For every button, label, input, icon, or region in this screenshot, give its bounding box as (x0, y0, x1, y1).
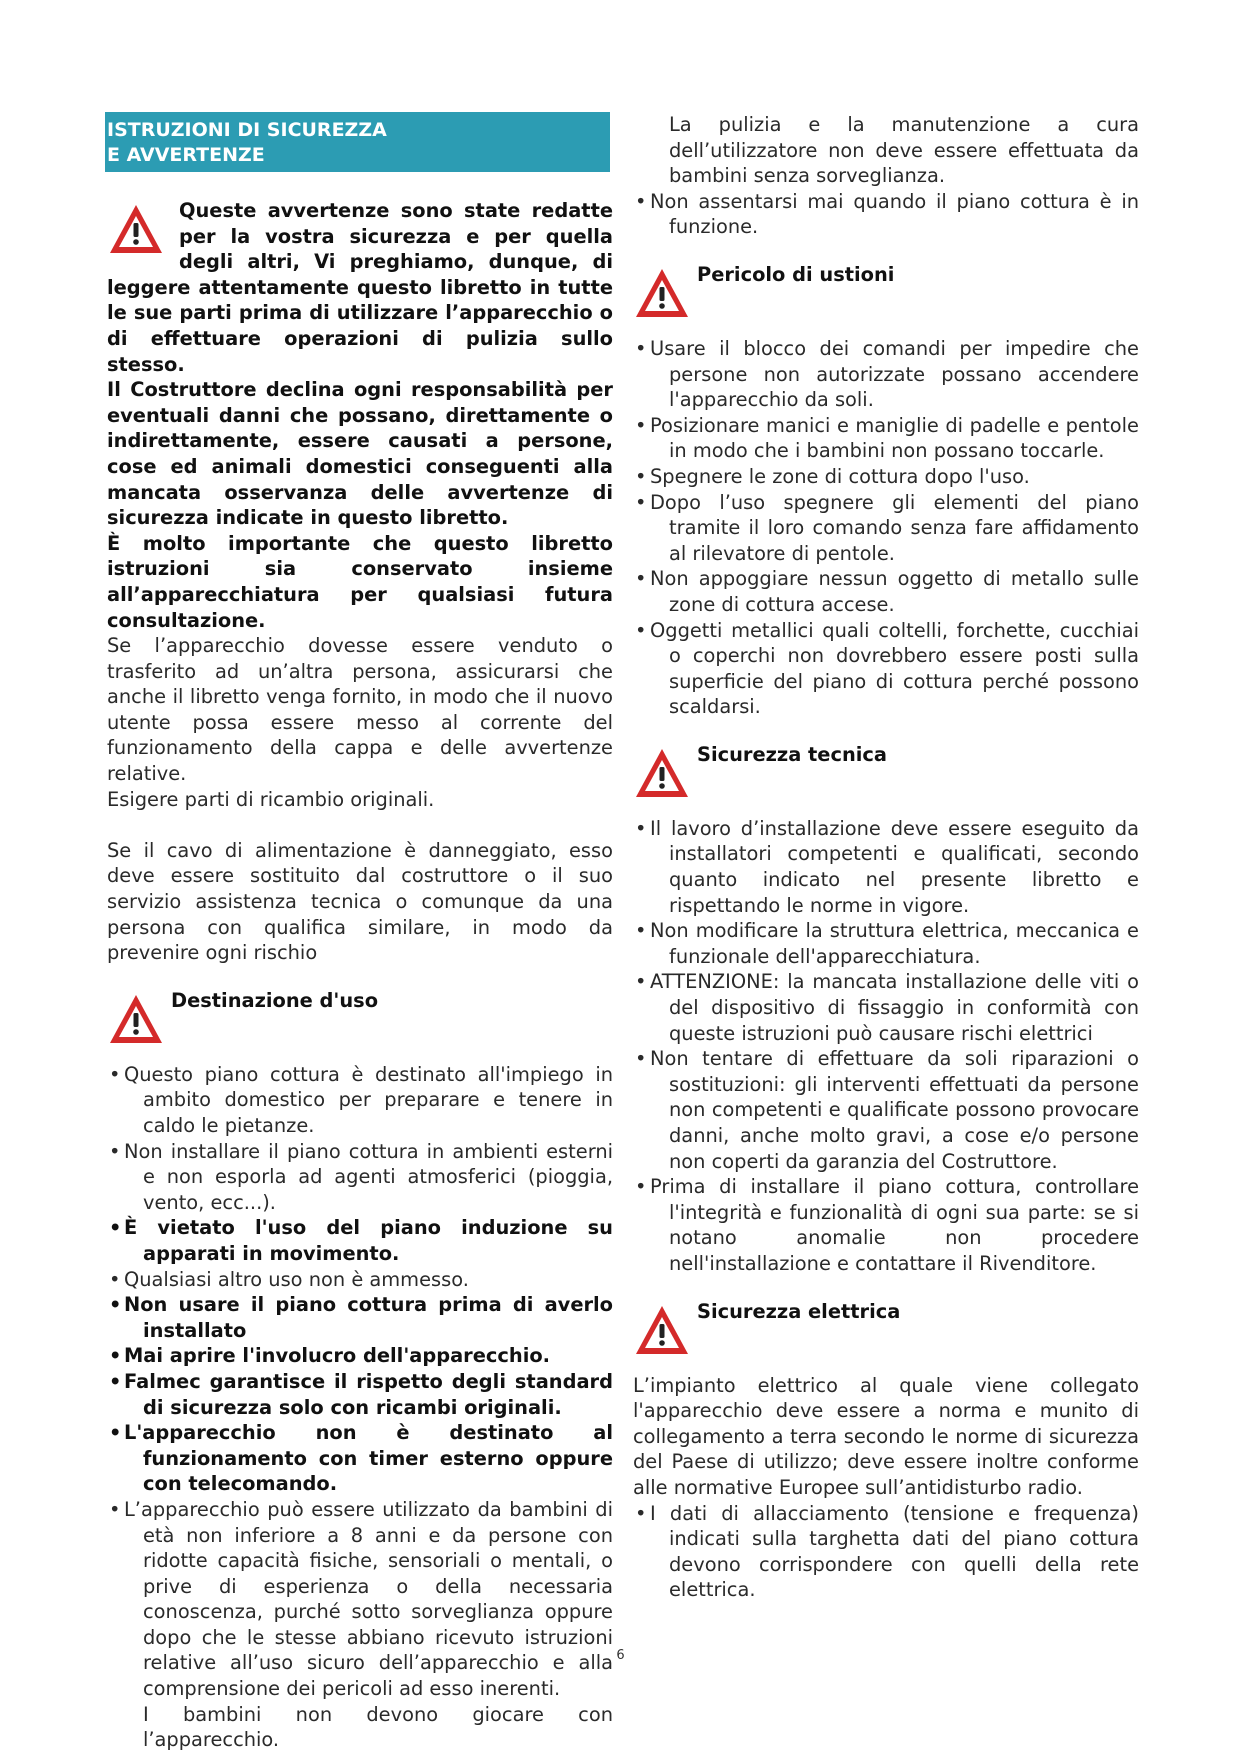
list-item: • Mai aprire l'involucro dell'apparecchio. (107, 1343, 613, 1369)
disclaimer-text: Il Costruttore declina ogni responsabilità per eventuali danni che possano, direttamente o indirettamente, essere causati a persone, cose ed animali domestici conseguenti alla mancata osservanza delle avvertenze di sicurezza indicate in questo libretto. (107, 378, 613, 530)
list-item: • L'apparecchio non è destinato al funzionamento con timer esterno oppure con telecomando. (107, 1420, 613, 1497)
tecnica-heading (633, 742, 1139, 794)
destinazione-title: Destinazione d'uso (171, 988, 379, 1012)
list-item: • Oggetti metallici quali coltelli, forchette, cucchiai o coperchi non dovrebbero essere posti sulla superficie del piano di cottura perché possono scaldarsi. (633, 618, 1139, 720)
list-item: • Il lavoro d’installazione deve essere eseguito da installatori competenti e qualificati, secondo quanto indicato nel presente libretto e rispettando le norme in vigore. (633, 816, 1139, 918)
power-cable-text: Se il cavo di alimentazione è danneggiato, esso deve essere sostituito dal costruttore o il suo servizio assistenza tecnica o comunque da una persona con qualifica similare, in modo da prevenire ogni rischio (107, 838, 613, 965)
ustioni-heading (633, 262, 1139, 314)
cleaning-text: La pulizia e la manutenzione a cura dell’utilizzatore non deve essere effettuata da bambini senza sorveglianza. (669, 113, 1139, 188)
list-item: • Prima di installare il piano cottura, controllare l'integrità e funzionalità di ogni sua parte: se si notano anomalie non procedere nell'installazione e contattare il Rivenditore. (633, 1174, 1139, 1276)
warning-icon (633, 746, 691, 800)
list-item: • È vietato l'uso del piano induzione su apparati in movimento. (107, 1215, 613, 1266)
ustioni-list (633, 336, 1139, 720)
list-item: • Falmec garantisce il rispetto degli standard di sicurezza solo con ricambi originali. (107, 1369, 613, 1420)
intro-warning-text: Queste avvertenze sono state redatte per la vostra sicurezza e per quella degli altri, Vi preghiamo, dunque, di leggere attentamente questo libretto in tutte le sue parti prima di utilizzare l’apparecchio o di effettuare operazioni di pulizia sullo stesso. (107, 199, 613, 376)
list-item: • Spegnere le zone di cottura dopo l'uso. (633, 464, 1139, 490)
list-item: • Non assentarsi mai quando il piano cottura è in funzione. (633, 189, 1139, 240)
warning-icon (107, 992, 165, 1046)
list-item: • Non appoggiare nessun oggetto di metallo sulle zone di cottura accese. (633, 566, 1139, 617)
list-item: • Posizionare manici e maniglie di padelle e pentole in modo che i bambini non possano toccarle. (633, 413, 1139, 464)
elettrica-text: L’impianto elettrico al quale viene collegato l'apparecchio deve essere a norma e munito di collegamento a terra secondo le norme di sicurezza del Paese di utilizzo; deve essere inoltre conforme alle normative Europee sull’antidisturbo radio. (633, 1373, 1139, 1499)
children-play-text: I bambini non devono giocare con l’apparecchio. (143, 1702, 613, 1752)
transfer-text: Se l’apparecchio dovesse essere venduto o trasferito ad un’altra persona, assicurarsi che anche il libretto venga fornito, in modo che il nuovo utente possa essere messo al corrente del funzionamento della cappa e delle avvertenze relative. (107, 634, 613, 786)
intro-warning (107, 198, 613, 377)
list-item: • Non installare il piano cottura in ambienti esterni e non esporla ad agenti atmosferici (pioggia, vento, ecc...). (107, 1139, 613, 1216)
list-item: • Questo piano cottura è destinato all'impiego in ambito domestico per preparare e tenere in caldo le pietanze. (107, 1062, 613, 1139)
list-item: • ATTENZIONE: la mancata installazione delle viti o del dispositivo di fissaggio in conformità con queste istruzioni può causare rischi elettrici (633, 969, 1139, 1046)
header-line-2: E AVVERTENZE (107, 144, 265, 166)
header-line-1: ISTRUZIONI DI SICUREZZA (107, 119, 387, 141)
list-item: • L’apparecchio può essere utilizzato da bambini di età non inferiore a 8 anni e da persone con ridotte capacità fisiche, sensoriali o mentali, o prive di esperienza o della necessaria conoscenza, purché sotto sorveglianza oppure dopo che le stesse abbiano ricevuto istruzioni relative all’uso sicuro dell’apparecchio e alla comprensione dei pericoli ad esso inerenti. (107, 1497, 613, 1702)
section-header (105, 112, 610, 172)
tecnica-title: Sicurezza tecnica (697, 742, 887, 766)
warning-icon (107, 202, 165, 256)
elettrica-heading (633, 1299, 1139, 1351)
tecnica-list (633, 816, 1139, 1277)
keep-manual-text: È molto importante che questo libretto istruzioni sia conservato insieme all’apparecchiatura per qualsiasi futura consultazione. (107, 531, 613, 632)
warning-icon (633, 266, 691, 320)
destinazione-list-cont (633, 189, 1139, 240)
page-number: 6 (616, 1648, 625, 1663)
list-item: • I dati di allacciamento (tensione e frequenza) indicati sulla targhetta dati del piano cottura devono corrispondere con quelli della rete elettrica. (633, 1501, 1139, 1603)
destinazione-list (107, 1062, 613, 1702)
left-column (107, 112, 613, 1753)
list-item: • Qualsiasi altro uso non è ammesso. (107, 1267, 613, 1293)
ustioni-title: Pericolo di ustioni (697, 262, 895, 286)
list-item: • Non usare il piano cottura prima di averlo installato (107, 1292, 613, 1343)
spare-parts-text: Esigere parti di ricambio originali. (107, 787, 435, 811)
destinazione-heading (107, 988, 613, 1040)
list-item: • Non tentare di effettuare da soli riparazioni o sostituzioni: gli interventi effettuati da persone non competenti e qualificate possono provocare danni, anche molto gravi, a cose e/o persone non coperti da garanzia del Costruttore. (633, 1046, 1139, 1174)
list-item: • Non modificare la struttura elettrica, meccanica e funzionale dell'apparecchiatura. (633, 918, 1139, 969)
right-column (633, 112, 1139, 1603)
elettrica-title: Sicurezza elettrica (697, 1299, 901, 1323)
elettrica-list (633, 1501, 1139, 1603)
list-item: • Usare il blocco dei comandi per impedire che persone non autorizzate possano accendere l'apparecchio da soli. (633, 336, 1139, 413)
warning-icon (633, 1303, 691, 1357)
list-item: • Dopo l’uso spegnere gli elementi del piano tramite il loro comando senza fare affidamento al rilevatore di pentole. (633, 490, 1139, 567)
